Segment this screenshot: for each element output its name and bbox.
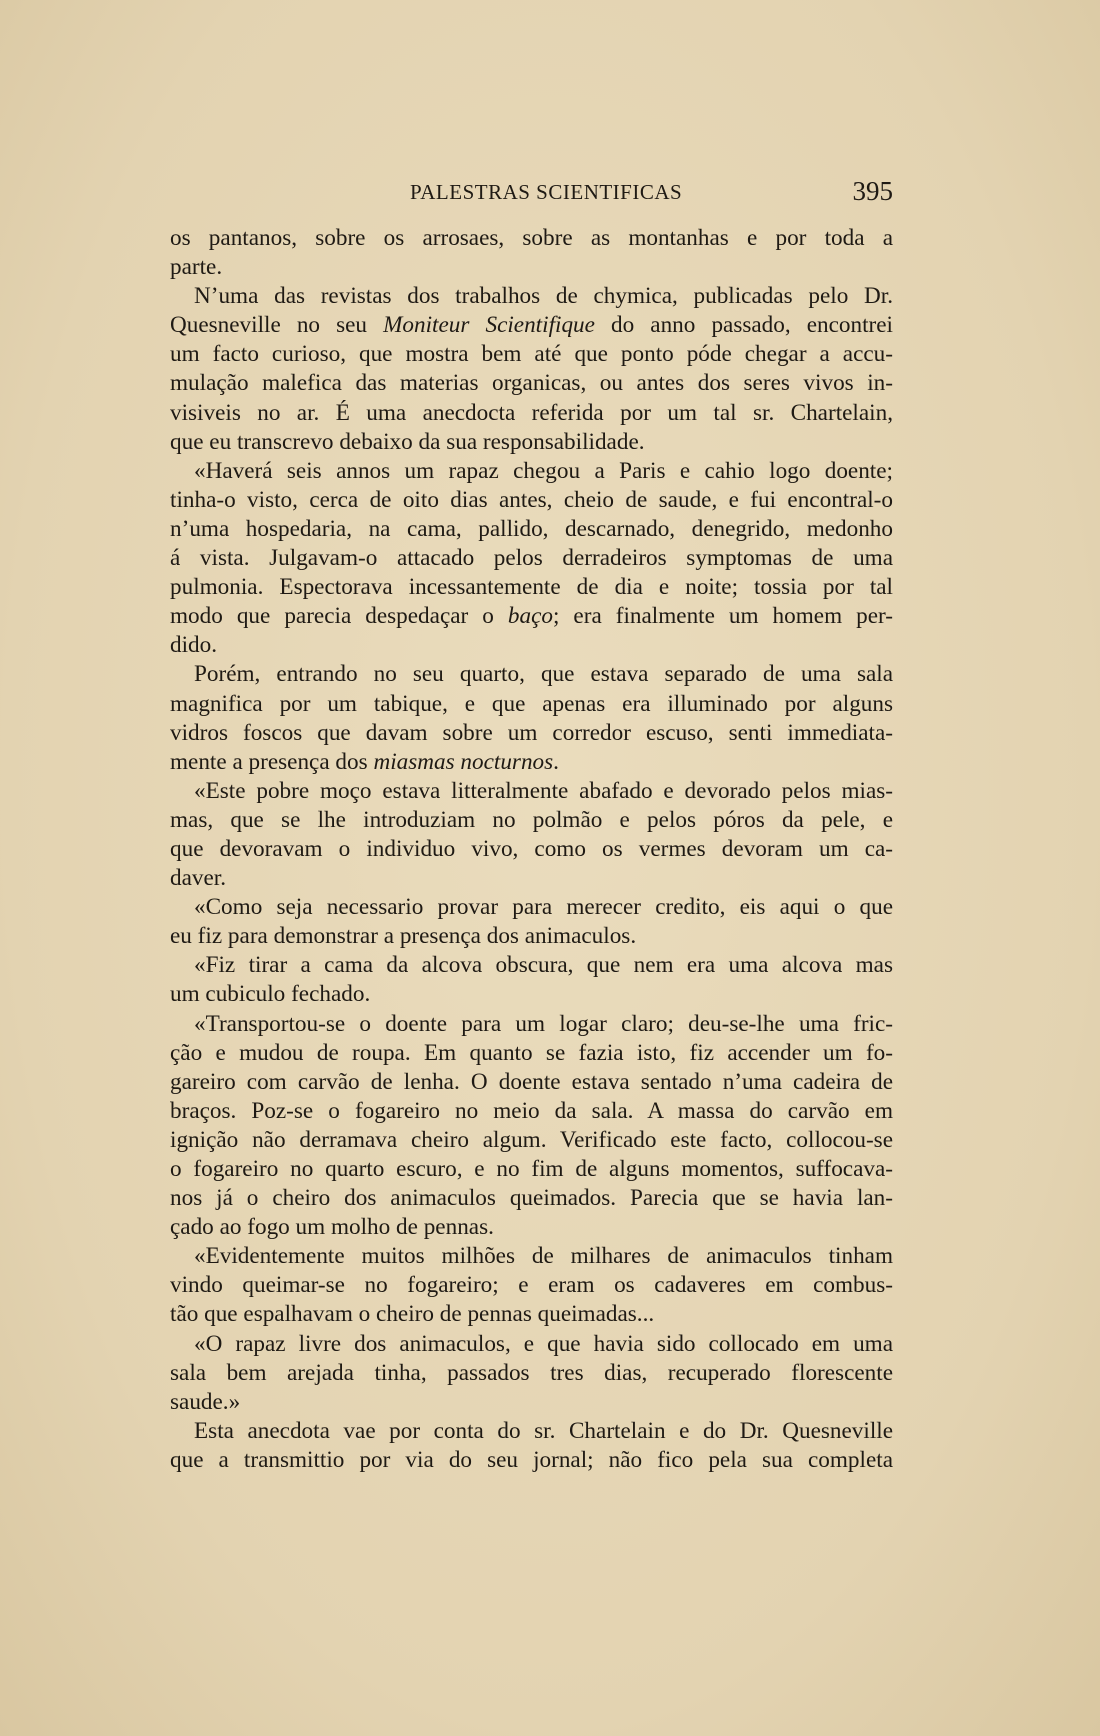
text-line [170, 515, 893, 544]
text-run: braços. Poz-se o fogareiro no meio da sala. A massa do carvão em [170, 1097, 893, 1124]
text-line [170, 922, 893, 951]
text-run: Quesneville no seu [170, 312, 384, 339]
text-run: ; era finalmente um homem per- [552, 603, 893, 630]
text-line [170, 1359, 893, 1388]
text-line [170, 602, 893, 631]
text-line [170, 1213, 893, 1242]
text-line [170, 835, 893, 864]
text-line [170, 1330, 893, 1359]
text-run: vidros foscos que davam sobre um corredor escuso, senti immediata- [170, 719, 893, 746]
text-line [170, 690, 893, 719]
text-line [170, 777, 893, 806]
text-line [170, 253, 893, 282]
text-run: um facto curioso, que mostra bem até que ponto póde chegar a accu- [170, 341, 893, 368]
text-line [170, 1010, 893, 1039]
text-line [170, 864, 893, 893]
text-run: visiveis no ar. É uma anecdocta referida por um tal sr. Chartelain, [170, 399, 893, 426]
text-run: mas, que se lhe introduziam no polmão e pelos póros da pele, e [170, 806, 893, 833]
text-line [170, 224, 893, 253]
text-line [170, 457, 893, 486]
text-run: modo que parecia despedaçar o [170, 603, 508, 630]
text-run: «Transportou-se o doente para um logar claro; deu-se-lhe uma fric- [194, 1010, 893, 1037]
text-line [170, 1417, 893, 1446]
text-run: «Fiz tirar a cama da alcova obscura, que nem era uma alcova mas [194, 952, 893, 979]
text-line [170, 1388, 893, 1417]
text-run: o fogareiro no quarto escuro, e no fim de alguns momentos, suffocava- [170, 1156, 893, 1182]
text-run: daver. [170, 865, 227, 892]
text-line [170, 893, 893, 922]
text-run: sala bem arejada tinha, passados tres dias, recuperado florescente [170, 1359, 893, 1386]
text-run: que eu transcrevo debaixo da sua responsabilidade. [170, 428, 645, 455]
text-line [170, 1446, 893, 1475]
text-run: Esta anecdota vae por conta do sr. Chartelain e do Dr. Quesneville [194, 1417, 893, 1444]
text-line [170, 1300, 893, 1329]
text-line [170, 1271, 893, 1300]
text-run: «Este pobre moço estava litteralmente abafado e devorado pelos mias- [194, 777, 893, 804]
text-line [170, 311, 893, 340]
page-header [170, 176, 893, 210]
text-run: parte. [170, 254, 223, 281]
text-run: «O rapaz livre dos animaculos, e que havia sido collocado em uma [194, 1330, 893, 1357]
text-line [170, 1126, 893, 1155]
italic-text: Moniteur Scientifique [383, 312, 595, 339]
text-run: vindo queimar-se no fogareiro; e eram os cadaveres em combus- [170, 1272, 893, 1299]
text-line [170, 748, 893, 777]
text-line [170, 1068, 893, 1097]
text-run: que devoravam o individuo vivo, como os vermes devoram um ca- [170, 835, 893, 862]
text-run: mulação malefica das materias organicas, ou antes dos seres vivos in- [170, 370, 893, 397]
text-run: . [553, 748, 559, 775]
text-run: Porém, entrando no seu quarto, que estava separado de uma sala [194, 661, 893, 688]
text-line [170, 1097, 893, 1126]
text-run: saude.» [170, 1388, 241, 1415]
text-line [170, 719, 893, 748]
text-run: «Como seja necessario provar para merecer credito, eis aqui o que [194, 894, 893, 921]
text-line [170, 369, 893, 398]
text-line [170, 544, 893, 573]
text-line [170, 486, 893, 515]
text-run: nos já o cheiro dos animaculos queimados. Parecia que se havia lan- [170, 1185, 893, 1212]
text-run: ção e mudou de roupa. Em quanto se fazia isto, fiz accender um fo- [170, 1039, 893, 1066]
text-run: n’uma hospedaria, na cama, pallido, descarnado, denegrido, medonho [170, 515, 893, 542]
text-run: N’uma das revistas dos trabalhos de chymica, publicadas pelo Dr. [194, 283, 893, 310]
text-run: magnifica por um tabique, e que apenas era illuminado por alguns [170, 690, 893, 717]
text-line [170, 660, 893, 689]
text-line [170, 399, 893, 428]
text-line [170, 1184, 893, 1213]
text-run: çado ao fogo um molho de pennas. [170, 1214, 494, 1241]
text-line [170, 806, 893, 835]
text-line [170, 951, 893, 980]
text-run: pulmonia. Espectorava incessantemente de dia e noite; tossia por tal [170, 574, 893, 601]
text-run: tão que espalhavam o cheiro de pennas queimadas... [170, 1301, 655, 1328]
text-run: que a transmittio por via do seu jornal; não fico pela sua completa [170, 1446, 893, 1473]
text-line [170, 631, 893, 660]
text-line [170, 573, 893, 602]
running-title: PALESTRAS SCIENTIFICAS [410, 180, 683, 204]
text-line [170, 1155, 893, 1184]
page-number: 395 [852, 176, 893, 206]
text-line [170, 1039, 893, 1068]
italic-text: miasmas nocturnos [373, 748, 554, 775]
text-run: tinha-o visto, cerca de oito dias antes, cheio de saude, e fui encontral-o [170, 486, 893, 513]
text-line [170, 428, 893, 457]
text-line [170, 980, 893, 1009]
text-run: «Evidentemente muitos milhões de milhares de animaculos tinham [194, 1243, 893, 1270]
text-run: á vista. Julgavam-o attacado pelos derradeiros symptomas de uma [170, 545, 893, 572]
text-line [170, 282, 893, 311]
text-run: gareiro com carvão de lenha. O doente estava sentado n’uma cadeira de [170, 1068, 893, 1095]
text-run: eu fiz para demonstrar a presença dos animaculos. [170, 923, 637, 950]
text-line [170, 1242, 893, 1271]
text-run: ignição não derramava cheiro algum. Verificado este facto, collocou-se [170, 1126, 893, 1153]
text-run: «Haverá seis annos um rapaz chegou a Paris e cahio logo doente; [194, 457, 893, 484]
body-text [170, 224, 893, 1475]
text-run: um cubiculo fechado. [170, 981, 371, 1008]
italic-text: baço [507, 603, 553, 630]
text-run: do anno passado, encontrei [594, 312, 893, 339]
text-run: mente a presença dos [170, 748, 374, 775]
text-run: dido. [170, 632, 218, 659]
text-line [170, 340, 893, 369]
text-run: os pantanos, sobre os arrosaes, sobre as montanhas e por toda a [170, 225, 893, 251]
